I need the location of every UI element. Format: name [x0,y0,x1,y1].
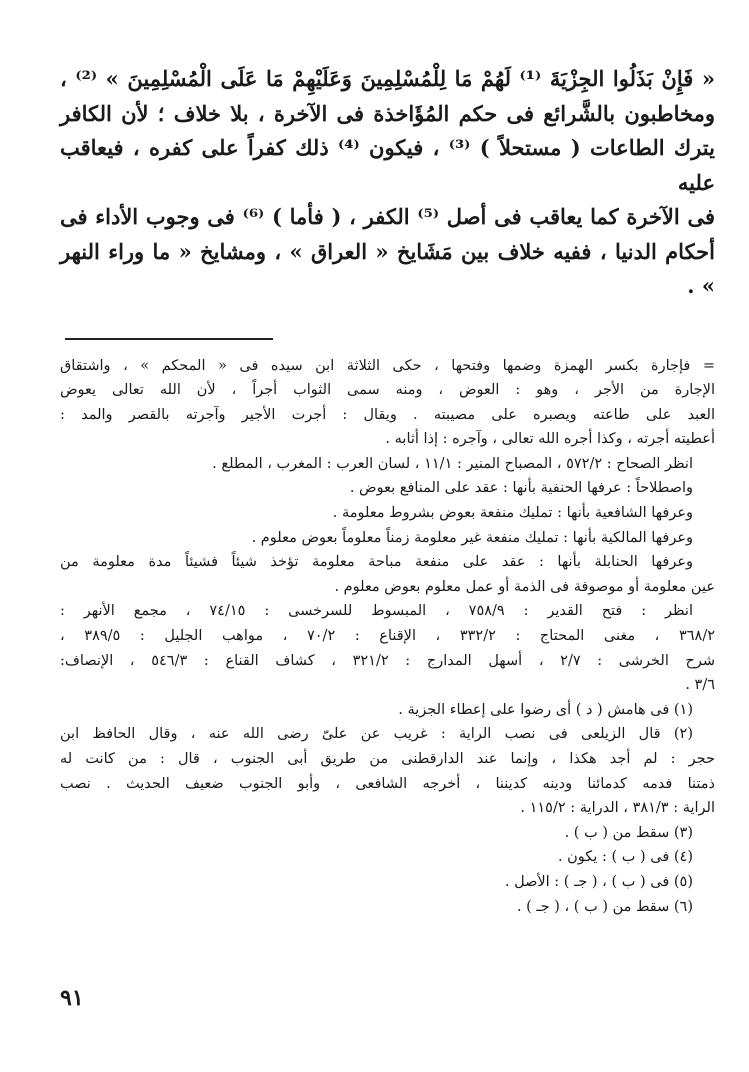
main-line: فى الآخرة كما يعاقب فى أصل ⁽⁵⁾ الكفر ، ( فأما ) ⁽⁶⁾ فى وجوب الأداء فى [60,204,715,229]
footnote-2: (٢) قال الزيلعى فى نصب الراية : غريب عن علىّ رضى الله عنه ، وقال الحافظ ابن [60,726,693,743]
main-line: أحكام الدنيا ، ففيه خلاف بين مَشَايخ « العراق » ، ومشايخ « ما وراء النهر » . [60,238,715,298]
footnote-5: (٥) فى ( ب ) ، ( جـ ) : الأصل . [504,873,693,890]
main-line: « فَإِنْ بَذَلُوا الجِزْيَةَ ⁽¹⁾ لَهُمْ مَا لِلْمُسْلِمِينَ وَعَلَيْهِمْ مَا عَلَى الْمُسْلِمِينَ » ⁽²⁾ ، [60,66,715,91]
page-number: ٩١ [60,985,84,1011]
main-text [60,62,715,304]
note-line: شرح الخرشى : ٢/٧ ، أسهل المدارج : ٣٢١/٢ ، كشاف القناع : ٥٤٦/٣ ، الإنصاف: [60,652,716,669]
note-line: انظر : فتح القدير : ٧٥٨/٩ ، المبسوط للسرخسى : ٧٤/١٥ ، مجمع الأنهر : [60,603,693,620]
note-line: وعرفها الشافعية بأنها : تمليك منفعة بعوض بشروط معلومة . [332,505,693,522]
footnote-3: (٣) سقط من ( ب ) . [564,824,693,841]
main-line: يترك الطاعات ( مستحلاً ) ⁽³⁾ ، فيكون ⁽⁴⁾ ذلك كفراً على كفره ، فيعاقب عليه [60,135,715,195]
note-line: ٣٦٨/٢ ، مغنى المحتاج : ٣٣٢/٢ ، الإقناع : ٧٠/٢ ، مواهب الجليل : ٣٨٩/٥ ، [60,628,715,645]
footnotes-section [60,354,715,920]
footnote-2-cont: الراية : ٣٨١/٣ ، الدراية : ١١٥/٢ . [520,800,715,817]
footnote-separator [65,338,273,340]
main-line: ومخاطبون بالشَّرائع فى حكم المُؤَاخذة فى الآخرة ، بلا خلاف ؛ لأن الكافر [60,100,715,126]
note-line: عين معلومة أو موصوفة فى الذمة أو عمل معلوم بعوض معلوم . [334,578,715,595]
note-line: انظر الصحاح : ٥٧٢/٢ ، المصباح المنير : ١١/١ ، لسان العرب : المغرب ، المطلع . [212,455,693,472]
note-line: = فإجارة بكسر الهمزة وضمها وفتحها ، حكى الثلاثة ابن سيده فى « المحكم » ، واشتقاق [60,357,715,374]
note-line: العبد على طاعته ويصبره على مصيبته . ويقال : أجرت الأجير وآجرته بالقصر والمد : [60,406,715,423]
note-line: الإجارة من الأجر ، وهو : العوض ، ومنه سمى الثواب أجراً ، لأن الله تعالى يعوض [60,382,715,399]
note-line: أعطيته أجرته ، وكذا أجره الله تعالى ، وآجره : إذا أثابه . [385,431,715,448]
footnote-4: (٤) فى ( ب ) : يكون . [557,849,693,866]
document-page [60,62,715,919]
footnote-6: (٦) سقط من ( ب ) ، ( جـ ) . [516,898,693,915]
note-line: وعرفها المالكية بأنها : تمليك منفعة غير معلومة زمناً معلوماً بعوض معلوم . [251,529,693,546]
footnote-2-cont: ذمتنا فدمه كدمائنا ودينه كديننا ، أخرجه الشافعى ، وأبو الجنوب ضعيف الحديث . نصب [60,775,715,792]
footnote-2-cont: حجر : لم أجد هكذا ، وإنما عند الدارقطنى من طريق أبى الجنوب ، قال : من كانت له [60,751,715,767]
note-line: واصطلاحاً : عرفها الحنفية بأنها : عقد على المنافع بعوض . [349,480,693,497]
note-line: وعرفها الحنابلة بأنها : عقد على منفعة مباحة معلومة تؤخذ شيئاً فشيئاً مدة معلومة من [60,554,693,571]
footnote-1: (١) فى هامش ( د ) أى رضوا على إعطاء الجزية . [398,701,693,718]
note-line: ٣/٦ . [685,677,715,694]
